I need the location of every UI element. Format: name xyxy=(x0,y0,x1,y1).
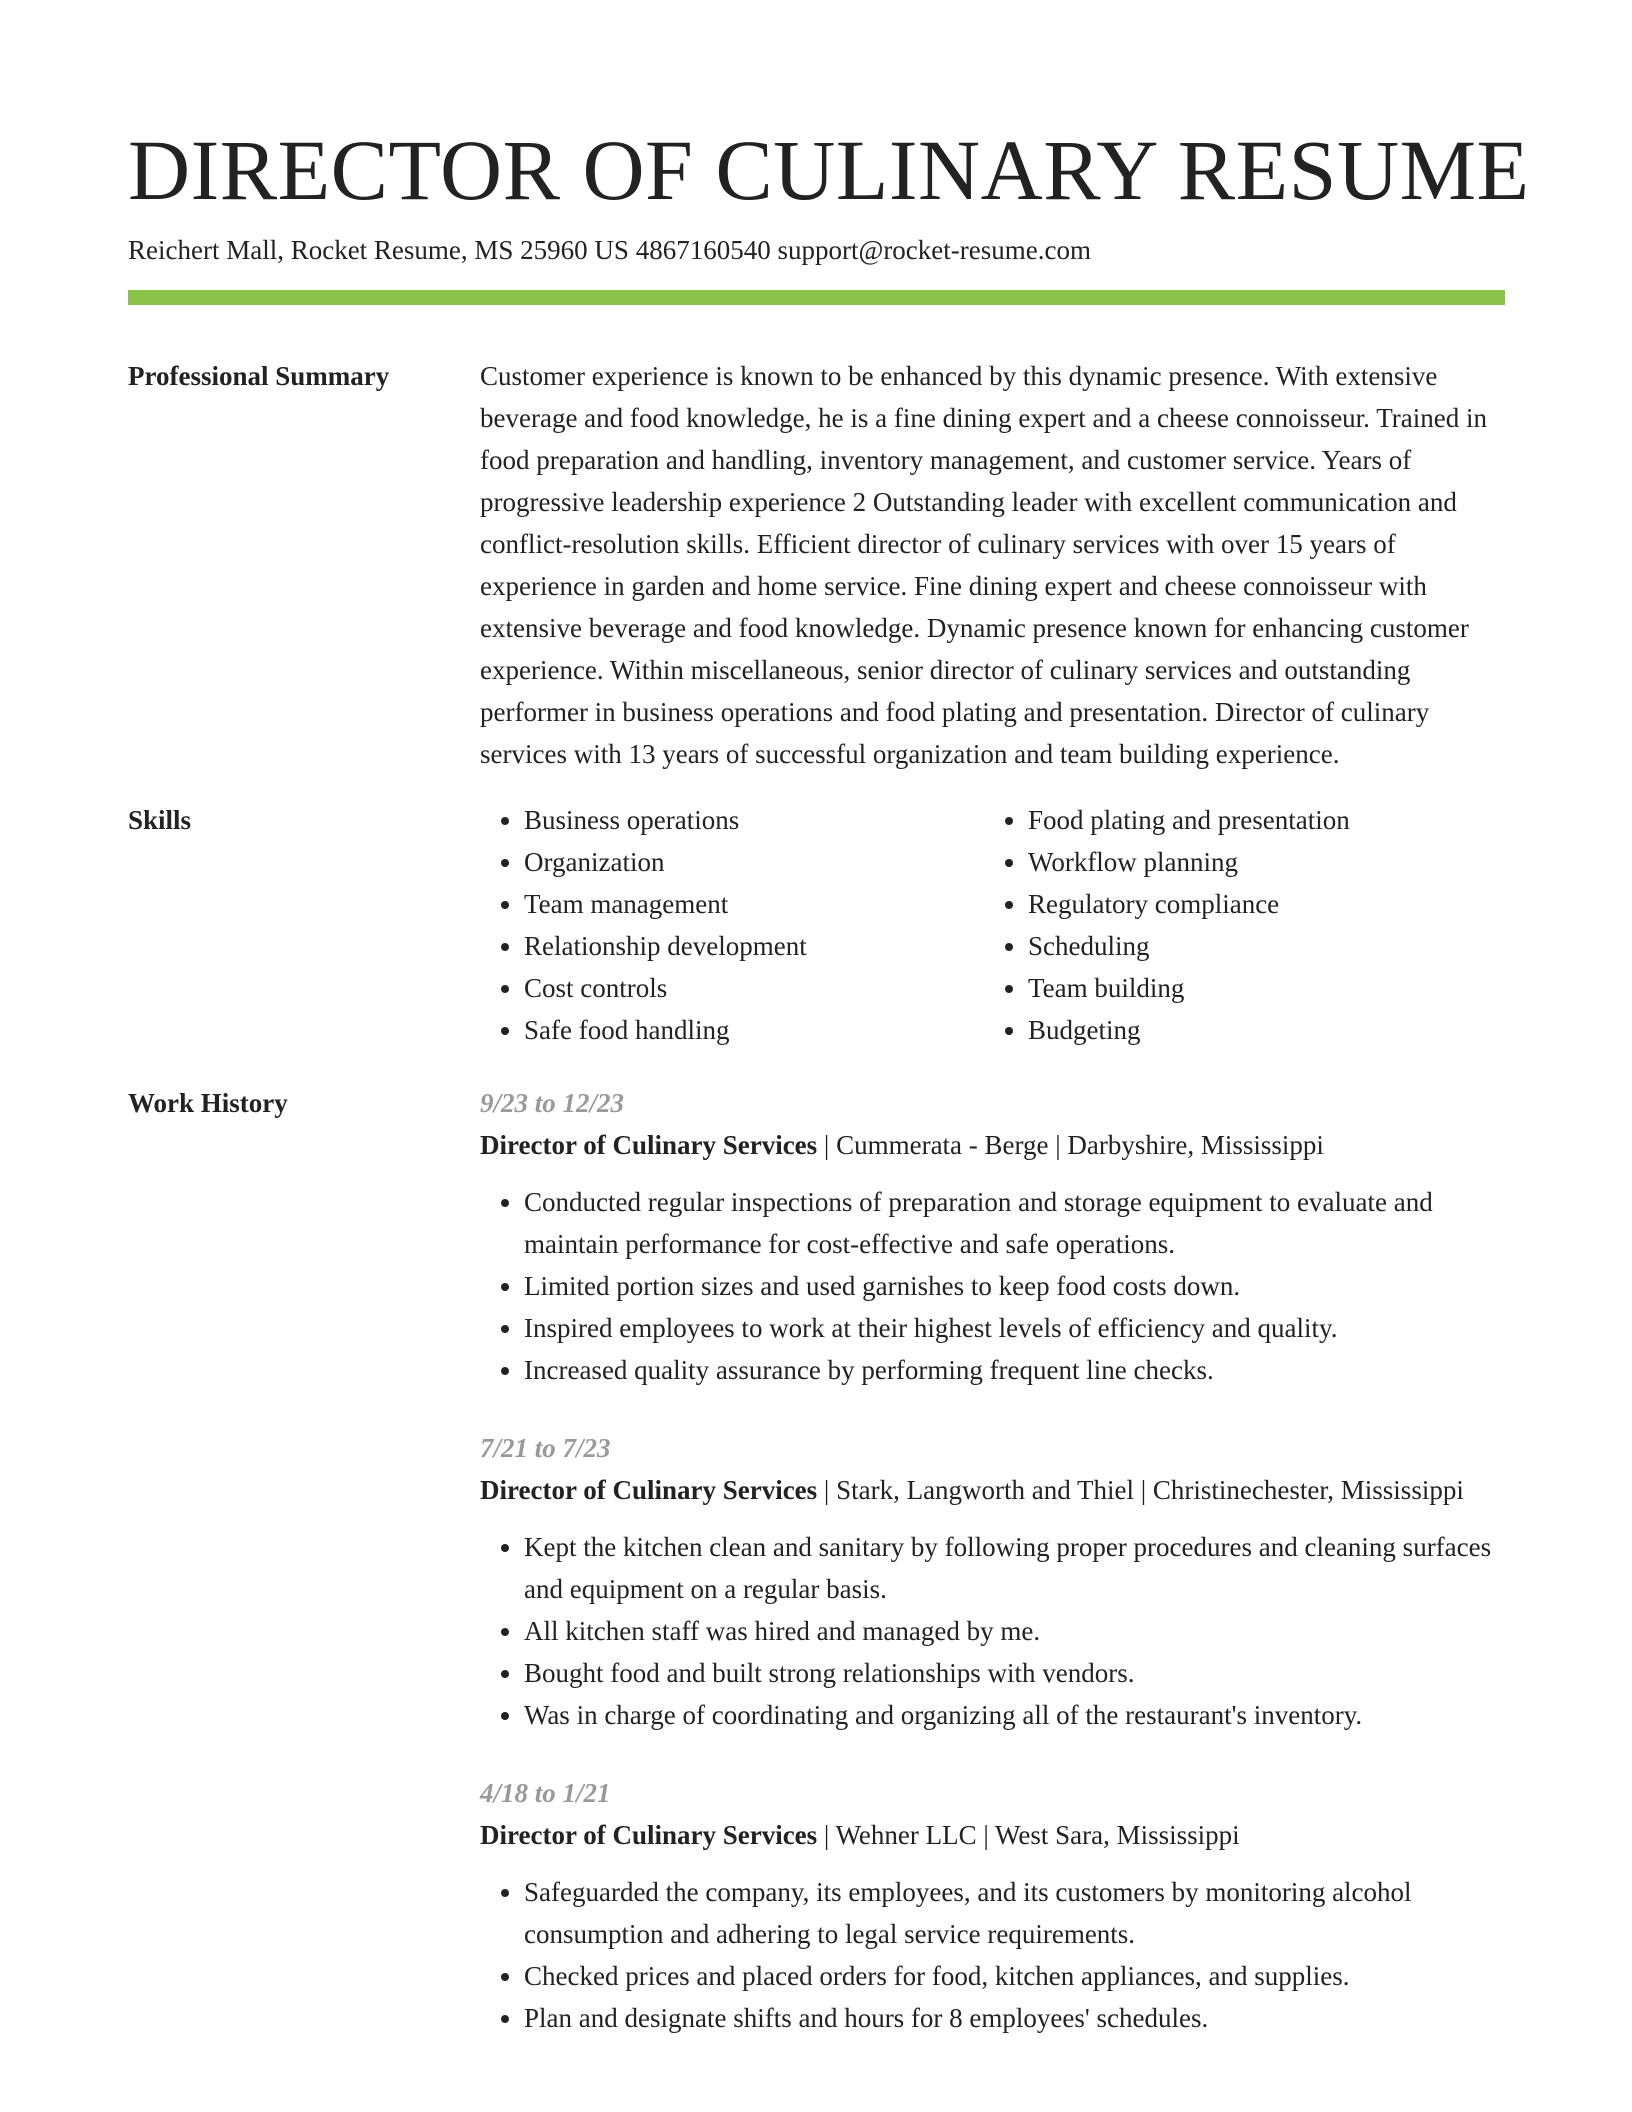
job-details: | Wehner LLC | West Sara, Mississippi xyxy=(823,1820,1240,1850)
summary-section xyxy=(128,355,1504,775)
job-dates: 4/18 to 1/21 xyxy=(480,1778,611,1808)
contact-address: Reichert Mall, Rocket Resume, MS 25960 US xyxy=(128,235,629,265)
work-history-heading: Work History xyxy=(128,1088,288,1118)
contact-line xyxy=(128,232,1504,268)
job-entry xyxy=(480,1772,1504,2039)
job-title: Director of Culinary Services xyxy=(480,1130,818,1160)
job-bullets xyxy=(480,1526,1504,1736)
skills-section xyxy=(128,799,1504,1051)
skill-item: • Scheduling xyxy=(1028,925,1504,967)
job-bullet: • Bought food and built strong relationships with vendors. xyxy=(524,1652,1504,1694)
skill-item: • Regulatory compliance xyxy=(1028,883,1504,925)
job-dates: 9/23 to 12/23 xyxy=(480,1088,625,1118)
header-divider xyxy=(128,290,1505,305)
contact-email[interactable]: support@rocket-resume.com xyxy=(777,235,1091,265)
job-details: | Cummerata - Berge | Darbyshire, Mississippi xyxy=(823,1130,1324,1160)
job-dates: 7/21 to 7/23 xyxy=(480,1433,611,1463)
job-bullet: • Kept the kitchen clean and sanitary by following proper procedures and cleaning surfaces and equipment on a regular basis. xyxy=(524,1526,1504,1610)
job-bullet: • All kitchen staff was hired and managed by me. xyxy=(524,1610,1504,1652)
skills-heading: Skills xyxy=(128,805,192,835)
job-entry xyxy=(480,1082,1504,1391)
skill-item: • Team management xyxy=(524,883,984,925)
skill-item: • Team building xyxy=(1028,967,1504,1009)
job-bullet: • Inspired employees to work at their highest levels of efficiency and quality. xyxy=(524,1307,1504,1349)
skill-item: • Budgeting xyxy=(1028,1009,1504,1051)
job-bullet: • Plan and designate shifts and hours for 8 employees' schedules. xyxy=(524,1997,1504,2039)
job-details: | Stark, Langworth and Thiel | Christinechester, Mississippi xyxy=(823,1475,1464,1505)
job-bullet: • Was in charge of coordinating and organizing all of the restaurant's inventory. xyxy=(524,1694,1504,1736)
job-bullets xyxy=(480,1181,1504,1391)
summary-text: Customer experience is known to be enhanced by this dynamic presence. With extensive beverage and food knowledge, he is a fine dining expert and a cheese connoisseur. Trained in food preparation and handling, inventory management, and customer service. Years of progressive leadership experience 2 Outstanding leader with excellent communication and conflict-resolution skills. Efficient director of culinary services with over 15 years of experience in garden and home service. Fine dining expert and cheese connoisseur with extensive beverage and food knowledge. Dynamic presence known for enhancing customer experience. Within miscellaneous, senior director of culinary services and outstanding performer in business operations and food plating and presentation. Director of culinary services with 13 years of successful organization and team building experience. xyxy=(480,361,1487,769)
skill-item: • Safe food handling xyxy=(524,1009,984,1051)
job-bullet: • Safeguarded the company, its employees, and its customers by monitoring alcohol consumption and adhering to legal service requirements. xyxy=(524,1871,1504,1955)
job-bullet: • Conducted regular inspections of preparation and storage equipment to evaluate and maintain performance for cost-effective and safe operations. xyxy=(524,1181,1504,1265)
skills-grid xyxy=(480,799,1504,1051)
resume-page xyxy=(128,118,1530,2075)
job-title: Director of Culinary Services xyxy=(480,1475,818,1505)
resume-title: DIRECTOR OF CULINARY RESUME xyxy=(128,122,1530,218)
job-bullets xyxy=(480,1871,1504,2039)
skills-list-right xyxy=(984,799,1504,1051)
skill-item: • Food plating and presentation xyxy=(1028,799,1504,841)
job-bullet: • Increased quality assurance by performing frequent line checks. xyxy=(524,1349,1504,1391)
skill-item: • Relationship development xyxy=(524,925,984,967)
skill-item: • Organization xyxy=(524,841,984,883)
skill-item: • Cost controls xyxy=(524,967,984,1009)
contact-phone: 4867160540 xyxy=(635,235,771,265)
skill-item: • Workflow planning xyxy=(1028,841,1504,883)
job-header xyxy=(480,1814,1504,1856)
job-header xyxy=(480,1124,1504,1166)
job-bullet: • Checked prices and placed orders for food, kitchen appliances, and supplies. xyxy=(524,1955,1504,1997)
job-entry xyxy=(480,1427,1504,1736)
job-bullet: • Limited portion sizes and used garnishes to keep food costs down. xyxy=(524,1265,1504,1307)
summary-heading: Professional Summary xyxy=(128,361,390,391)
work-history-section xyxy=(128,1082,1504,2075)
skills-list-left xyxy=(480,799,984,1051)
job-header xyxy=(480,1469,1504,1511)
skill-item: • Business operations xyxy=(524,799,984,841)
job-title: Director of Culinary Services xyxy=(480,1820,818,1850)
